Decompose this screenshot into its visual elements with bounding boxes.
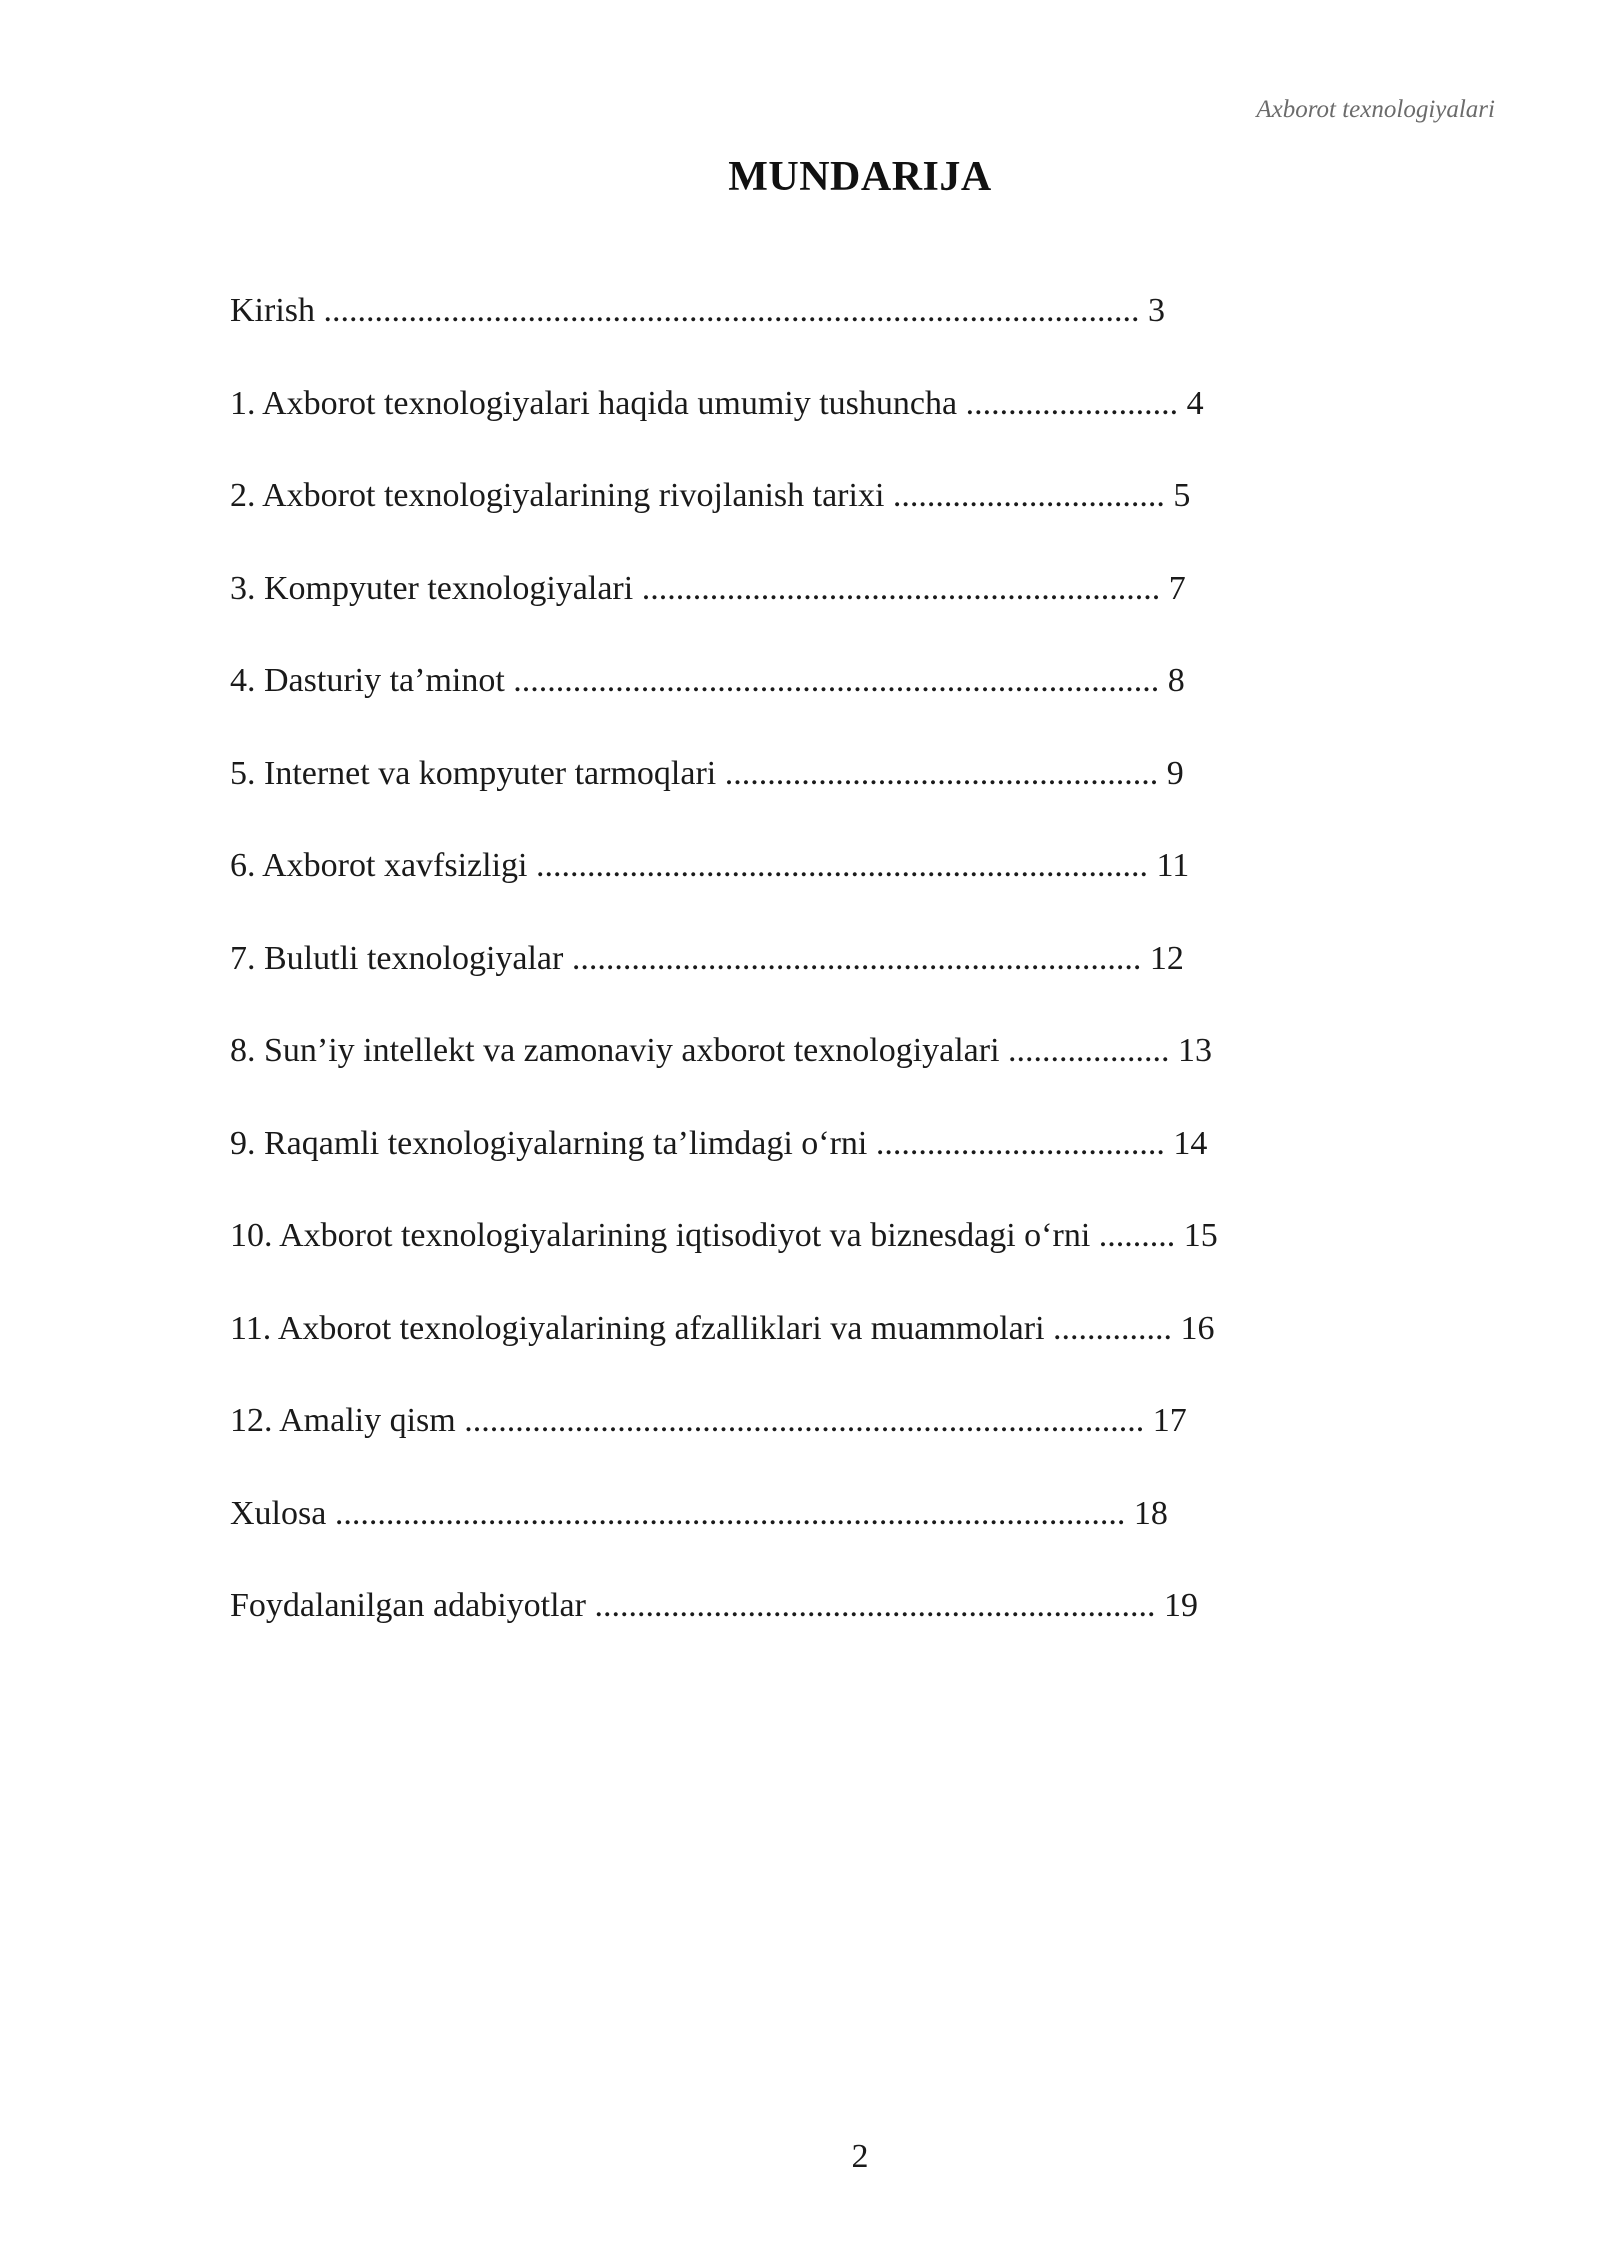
- toc-entry-page: 7: [1168, 569, 1186, 607]
- toc-entry-leader: .........................: [965, 384, 1179, 422]
- toc-entry-leader: ..................................................................: [594, 1587, 1156, 1624]
- toc-entry-page: 14: [1173, 1124, 1208, 1162]
- toc-entry-leader: ................................................................................................: [323, 292, 1140, 329]
- toc-entry-conclusion: [230, 1486, 1218, 1579]
- toc-entry-label: 1. Axborot texnologiyalari haqida umumiy tushuncha: [230, 384, 958, 422]
- toc-entry-label: 2. Axborot texnologiyalarining rivojlanish tarixi: [230, 477, 885, 514]
- toc-entry-intro: [230, 283, 1218, 376]
- table-of-contents: [230, 283, 1218, 1671]
- toc-entry-4: [230, 653, 1218, 746]
- toc-entry-page: 13: [1178, 1032, 1213, 1069]
- toc-entry-label: Kirish: [230, 292, 315, 329]
- toc-entry-leader: ................................................................................: [464, 1402, 1145, 1439]
- toc-entry-label: Foydalanilgan adabiyotlar: [230, 1587, 586, 1624]
- toc-entry-leader: .............................................................: [641, 569, 1161, 607]
- toc-entry-page: 4: [1186, 384, 1204, 422]
- toc-entry-page: 3: [1148, 292, 1165, 329]
- toc-entry-references: [230, 1578, 1218, 1671]
- toc-entry-label: 3. Kompyuter texnologiyalari: [230, 569, 634, 607]
- toc-entry-1: [230, 376, 1218, 469]
- toc-entry-page: 5: [1173, 477, 1191, 514]
- toc-entry-leader: ..............: [1053, 1309, 1173, 1347]
- toc-entry-leader: ................................: [892, 477, 1165, 514]
- toc-entry-11: [230, 1301, 1218, 1394]
- toc-entry-12: [230, 1393, 1218, 1486]
- toc-entry-page: 18: [1133, 1494, 1168, 1532]
- toc-entry-leader: ...................: [1008, 1032, 1170, 1069]
- toc-entry-label: 12. Amaliy qism: [230, 1402, 456, 1439]
- running-header: Axborot texnologiyalari: [1256, 96, 1495, 123]
- toc-entry-label: Xulosa: [230, 1494, 327, 1532]
- toc-entry-page: 19: [1163, 1587, 1198, 1624]
- toc-entry-page: 15: [1183, 1217, 1218, 1254]
- toc-entry-3: [230, 561, 1218, 654]
- toc-entry-page: 9: [1166, 754, 1184, 792]
- toc-entry-6: [230, 838, 1218, 931]
- toc-entry-leader: ...................................................................: [571, 939, 1142, 977]
- toc-entry-7: [230, 931, 1218, 1024]
- toc-entry-page: 12: [1149, 939, 1184, 977]
- toc-entry-label: 6. Axborot xavfsizligi: [230, 847, 528, 884]
- page-number: 2: [851, 2138, 869, 2175]
- toc-entry-page: 16: [1180, 1309, 1215, 1347]
- toc-entry-label: 10. Axborot texnologiyalarining iqtisodiyot va biznesdagi o‘rni: [230, 1217, 1091, 1254]
- toc-entry-leader: ...................................................: [724, 754, 1159, 792]
- toc-entry-leader: ........................................................................: [535, 847, 1148, 884]
- toc-entry-9: [230, 1116, 1218, 1209]
- toc-entry-label: 9. Raqamli texnologiyalarning ta’limdagi o‘rni: [230, 1124, 868, 1162]
- page-title: MUNDARIJA: [728, 154, 992, 200]
- toc-entry-page: 8: [1167, 662, 1185, 699]
- toc-entry-label: 4. Dasturiy ta’minot: [230, 662, 505, 699]
- toc-entry-leader: .........: [1098, 1217, 1176, 1254]
- toc-entry-2: [230, 468, 1218, 561]
- toc-entry-label: 11. Axborot texnologiyalarining afzalliklari va muammolari: [230, 1309, 1045, 1347]
- toc-entry-label: 7. Bulutli texnologiyalar: [230, 939, 564, 977]
- toc-entry-page: 11: [1156, 847, 1190, 884]
- toc-entry-label: 5. Internet va kompyuter tarmoqlari: [230, 754, 717, 792]
- toc-entry-label: 8. Sun’iy intellekt va zamonaviy axborot texnologiyalari: [230, 1032, 1000, 1069]
- toc-entry-8: [230, 1023, 1218, 1116]
- toc-entry-page: 17: [1152, 1402, 1187, 1439]
- toc-entry-leader: ..................................: [875, 1124, 1165, 1162]
- toc-entry-leader: ............................................................................: [513, 662, 1160, 699]
- toc-entry-5: [230, 746, 1218, 839]
- toc-entry-10: [230, 1208, 1218, 1301]
- toc-entry-leader: .............................................................................................: [334, 1494, 1126, 1532]
